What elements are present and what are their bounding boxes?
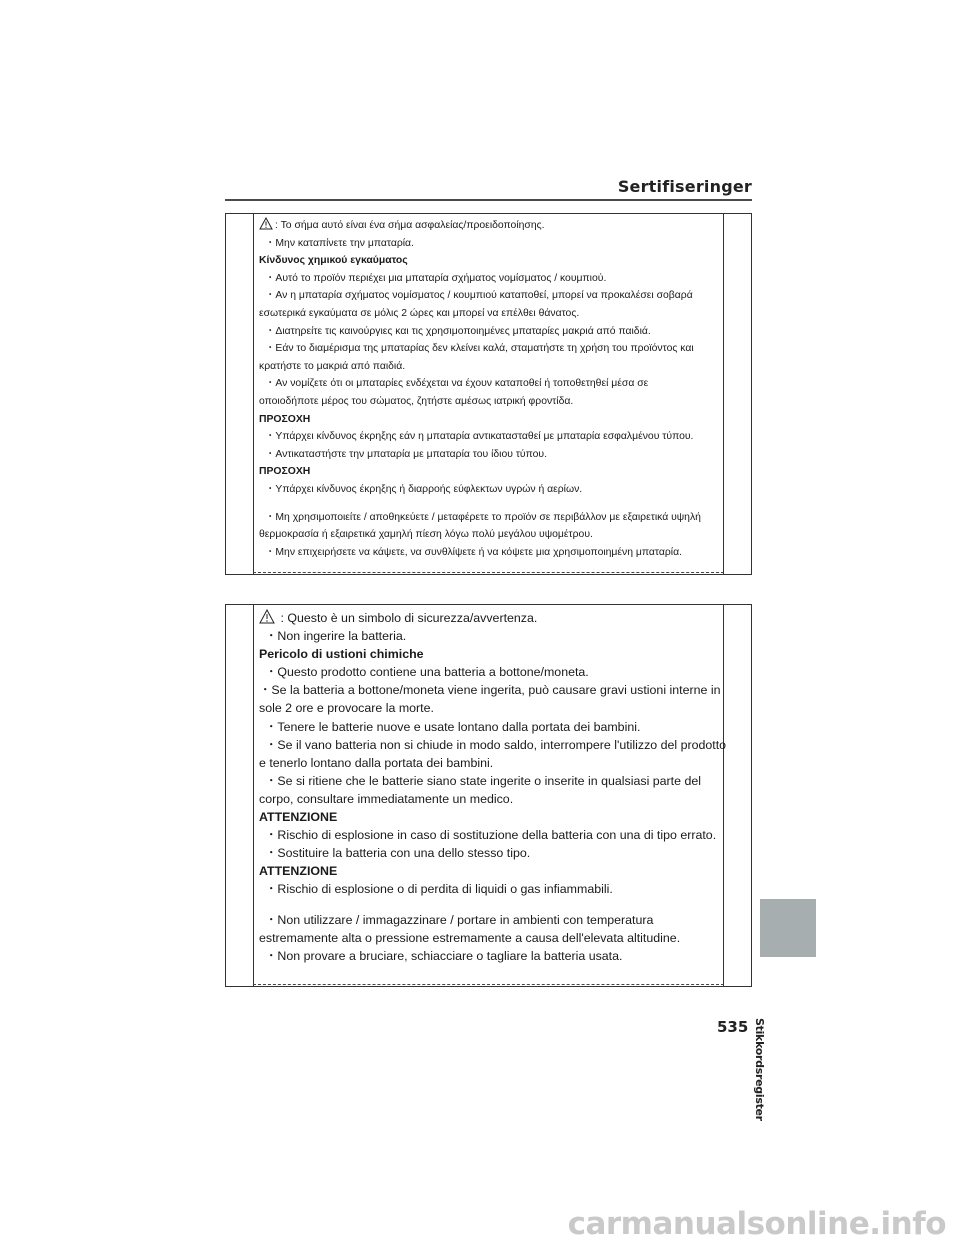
section-heading: Κίνδυνος χημικού εγκαύματος [259,255,408,267]
text-line: ・Διατηρείτε τις καινούργιες και τις χρησιμοποιημένες μπαταρίες μακριά από παιδιά. [265,325,651,337]
header-rule [225,199,752,201]
italian-warning-box [225,604,752,987]
greek-warning-box [225,213,752,575]
text-line: ・Αντικαταστήστε την μπαταρία με μπαταρία του ίδιου τύπου. [265,448,547,460]
box-bottom-dashed-line [253,572,724,574]
page-number: 535 [717,1018,749,1036]
warning-triangle-icon [259,217,273,230]
box-left-column-line [253,214,254,574]
text-line: estremamente alta o pressione estremamente a causa dell'elevata altitudine. [259,930,681,945]
text-line: ・Non provare a bruciare, schiacciare o tagliare la batteria usata. [265,948,623,963]
text-line: ・Se il vano batteria non si chiude in modo saldo, interrompere l'utilizzo del prodotto [265,737,727,752]
text-line: ・Αυτό το προϊόν περιέχει μια μπαταρία σχήματος νομίσματος / κουμπιού. [265,272,607,284]
text-line: ・Sostituire la batteria con una dello stesso tipo. [265,846,531,861]
box-left-column-line [253,605,254,986]
text-line: ・Μην επιχειρήσετε να κάψετε, να συνθλίψετε ή να κόψετε μια χρησιμοποιημένη μπαταρία. [265,546,683,558]
text-line: ・Μην καταπίνετε την μπαταρία. [265,237,414,249]
text-line: ・Rischio di esplosione o di perdita di liquidi o gas infiammabili. [265,882,613,897]
section-heading: ATTENZIONE [259,810,338,825]
text-line: ・Υπάρχει κίνδυνος έκρηξης ή διαρροής εύφλεκτων υγρών ή αερίων. [265,483,583,495]
box-right-column-line [723,605,724,986]
warning-symbol-line [259,217,720,235]
text-line: ・Μη χρησιμοποιείτε / αποθηκεύετε / μεταφέρετε το προϊόν σε περιβάλλον με εξαιρετικά υψηλή [265,511,701,523]
index-side-label: Stikkordsregister [753,1018,766,1121]
text-line: οποιοδήποτε μέρος του σώματος, ζητήστε αμέσως ιατρική φροντίδα. [259,395,574,407]
watermark: carmanualsonline.info [567,1206,946,1242]
text-line: ・Αν νομίζετε ότι οι μπαταρίες ενδέχεται να έχουν καταποθεί ή τοποθετηθεί μέσα σε [265,378,649,390]
greek-warning-text [259,217,720,561]
text-line: ・Rischio di esplosione in caso di sostituzione della batteria con una di tipo errato. [265,828,717,843]
text-line: ・Questo prodotto contiene una batteria a bottone/moneta. [265,665,589,680]
text-line: εσωτερικά εγκαύματα σε μόλις 2 ώρες και μπορεί να επέλθει θάνατος. [259,307,580,319]
box-bottom-dashed-line [253,984,724,986]
text-line: ・Non utilizzare / immagazzinare / portare in ambienti con temperatura [265,912,654,927]
text-line: θερμοκρασία ή εξαιρετικά χαμηλή πίεση λόγω πολύ μεγάλου υψομέτρου. [259,529,593,541]
text-line: ・Εάν το διαμέρισμα της μπαταρίας δεν κλείνει καλά, σταματήστε τη χρήση του προϊόντος και [265,343,694,355]
text-line: corpo, consultare immediatamente un medico. [259,791,514,806]
text-line: ・Se si ritiene che le batterie siano state ingerite o inserite in qualsiasi parte del [265,773,701,788]
section-heading: ΠΡΟΣΟΧΗ [259,413,311,425]
text-line: : Το σήμα αυτό είναι ένα σήμα ασφαλείας/προειδοποίησης. [275,220,545,231]
text-line: e tenerlo lontano dalla portata dei bambini. [259,755,494,770]
index-side-tab[interactable] [760,899,816,957]
box-right-column-line [723,214,724,574]
section-heading: ΠΡΟΣΟΧΗ [259,466,311,478]
text-line: ・Υπάρχει κίνδυνος έκρηξης εάν η μπαταρία αντικατασταθεί με μπαταρία εσφαλμένου τύπου. [265,431,694,443]
warning-triangle-icon [259,609,275,624]
section-title: Sertifiseringer [617,177,752,196]
text-line: κρατήστε το μακριά από παιδιά. [259,360,406,372]
text-line: ・Αν η μπαταρία σχήματος νομίσματος / κουμπιού καταποθεί, μπορεί να προκαλέσει σοβαρά [265,290,693,302]
text-line: ・Tenere le batterie nuove e usate lontano dalla portata dei bambini. [265,719,641,734]
text-line: : Questo è un simbolo di sicurezza/avvertenza. [277,611,538,625]
warning-symbol-line [259,609,720,627]
text-line: ・Non ingerire la batteria. [265,629,407,644]
text-line: ・Se la batteria a bottone/moneta viene ingerita, può causare gravi ustioni interne in [259,683,721,698]
section-heading: ATTENZIONE [259,864,338,879]
text-line: sole 2 ore e provocare la morte. [259,701,434,716]
section-heading: Pericolo di ustioni chimiche [259,647,424,662]
italian-warning-text [259,609,727,965]
